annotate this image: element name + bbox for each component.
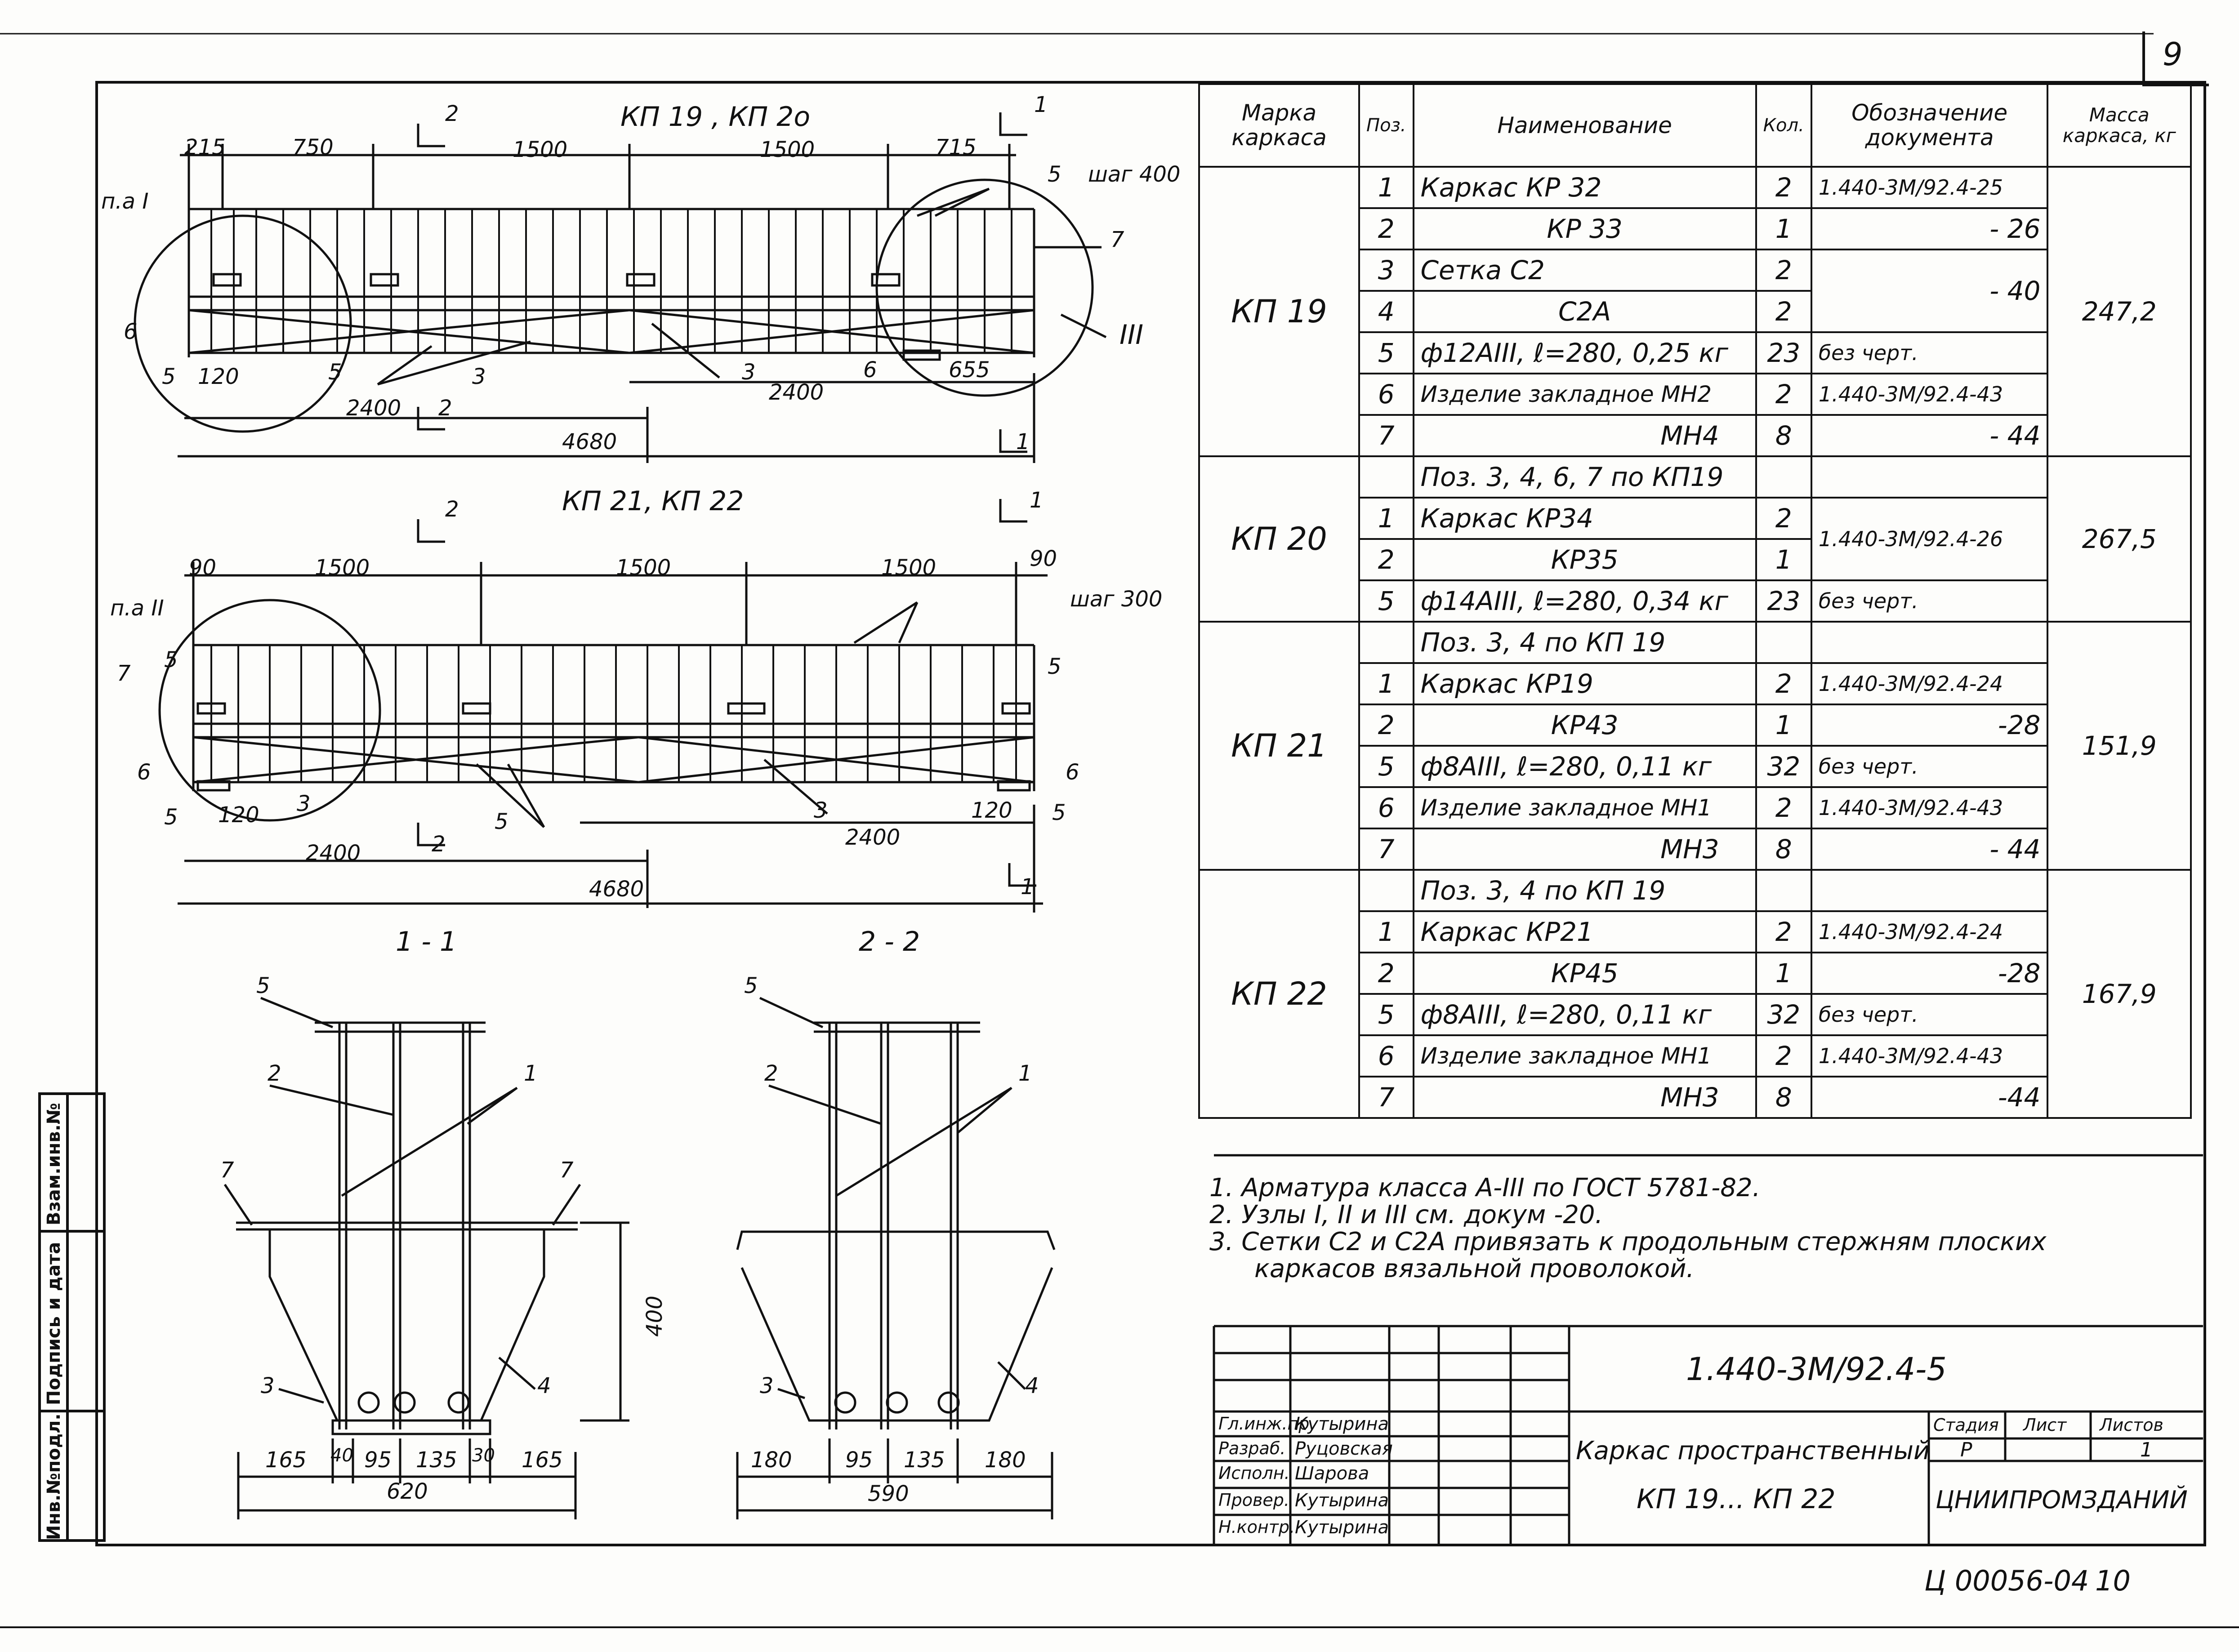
- row-name: МН4: [1414, 415, 1756, 456]
- table-row: [1199, 167, 2191, 208]
- row-name: МН3: [1414, 1077, 1756, 1118]
- s11-mark-3: 3: [261, 1373, 275, 1398]
- row-qty: 1: [1756, 539, 1811, 580]
- s11-mark-4: 4: [537, 1373, 551, 1398]
- s11-mark-1: 1: [524, 1061, 538, 1086]
- row-doc: 1.440-3М/92.4-24: [1811, 911, 2048, 953]
- row-qty: 32: [1756, 746, 1811, 787]
- note-4: каркасов вязальной проволокой.: [1254, 1254, 1695, 1283]
- top-dim-4: 1500: [760, 137, 815, 162]
- stage-value: Р: [1960, 1438, 1972, 1461]
- top-mark-7: 7: [1111, 227, 1124, 252]
- group-mass: 267,5: [2047, 456, 2191, 622]
- top-dim-2: 750: [292, 135, 334, 160]
- row-pos: 2: [1359, 208, 1414, 249]
- group-mark: КП 22: [1199, 870, 1359, 1118]
- mid-dim-1: 90: [189, 555, 217, 580]
- row-qty: 2: [1756, 663, 1811, 704]
- top-mark-3a: 3: [472, 364, 486, 389]
- row-pos: 5: [1359, 746, 1414, 787]
- middle-view-title: КП 21, КП 22: [562, 485, 744, 517]
- top-dim-b2: 2400: [769, 380, 824, 405]
- stamp-name-2: Руцовская: [1295, 1438, 1393, 1459]
- sheet-label: Лист: [2023, 1415, 2067, 1435]
- s22-mark-4: 4: [1025, 1373, 1039, 1398]
- row-qty: 1: [1756, 704, 1811, 746]
- top-node-right: III: [1120, 319, 1144, 351]
- row-qty: 2: [1756, 911, 1811, 953]
- group-mass: 151,9: [2047, 622, 2191, 870]
- row-qty: 2: [1756, 787, 1811, 828]
- row-doc: [1811, 870, 2048, 911]
- mid-dim-b2: 120: [971, 798, 1012, 823]
- row-pos: 4: [1359, 291, 1414, 332]
- row-doc: - 40: [1811, 249, 2048, 332]
- table-row: [1199, 870, 2191, 911]
- top-mark-5b: 5: [162, 364, 176, 389]
- top-dim-b3: 655: [949, 357, 990, 383]
- top-overall: 4680: [562, 429, 617, 454]
- row-doc: -28: [1811, 704, 2048, 746]
- mid-mark-5d: 5: [1048, 654, 1062, 679]
- row-name: КР43: [1414, 704, 1756, 746]
- row-pos: 7: [1359, 828, 1414, 870]
- top-mark-2b: 2: [438, 396, 452, 421]
- row-doc: - 44: [1811, 415, 2048, 456]
- top-dim-b1: 2400: [346, 396, 401, 421]
- top-dim-1: 215: [184, 135, 226, 160]
- top-view-frame: [135, 112, 1106, 463]
- row-name: КР 33: [1414, 208, 1756, 249]
- row-qty: [1756, 456, 1811, 498]
- spec-header-mark: Марка каркаса: [1199, 84, 1359, 167]
- top-mark-5: 5: [1048, 162, 1062, 187]
- s22-mark-2: 2: [764, 1061, 778, 1086]
- row-pos: 1: [1359, 167, 1414, 208]
- side-label-sign: Подпись и дата: [44, 1242, 64, 1405]
- row-name: Поз. 3, 4 по КП 19: [1414, 622, 1756, 663]
- mid-mark-3a: 3: [297, 791, 311, 816]
- row-doc: 1.440-3М/92.4-24: [1811, 663, 2048, 704]
- row-qty: 2: [1756, 167, 1811, 208]
- row-doc: [1811, 622, 2048, 663]
- row-doc: без черт.: [1811, 332, 2048, 374]
- mid-dim-5: 90: [1030, 546, 1057, 571]
- row-doc: 1.440-3М/92.4-43: [1811, 787, 2048, 828]
- mid-mark-2b: 2: [432, 832, 446, 857]
- s11-mark-7b: 7: [560, 1158, 574, 1183]
- row-pos: 7: [1359, 1077, 1414, 1118]
- title-line-2: КП 19... КП 22: [1637, 1483, 1836, 1515]
- stamp-role-4: Провер.: [1218, 1490, 1289, 1510]
- stamp-name-3: Шарова: [1295, 1463, 1369, 1484]
- stage-label: Стадия: [1933, 1415, 1999, 1435]
- row-qty: 8: [1756, 828, 1811, 870]
- top-node-label: п.а I: [101, 189, 149, 214]
- row-name: Каркас КР 32: [1414, 167, 1756, 208]
- s11-mark-2: 2: [268, 1061, 281, 1086]
- stamp-role-5: Н.контр.: [1218, 1517, 1295, 1537]
- row-pos: 2: [1359, 539, 1414, 580]
- s22-dim-4: 180: [985, 1447, 1026, 1473]
- top-dim-3: 1500: [513, 137, 568, 162]
- top-dim-5: 715: [935, 135, 977, 160]
- mid-overall: 4680: [589, 877, 644, 902]
- row-qty: 2: [1756, 249, 1811, 291]
- mid-dim-4: 1500: [881, 555, 937, 580]
- mid-mark-3b: 3: [814, 798, 828, 823]
- row-doc: без черт.: [1811, 994, 2048, 1035]
- s11-mark-5: 5: [256, 973, 270, 998]
- drawing-code: 1.440-3М/92.4-5: [1686, 1351, 1947, 1388]
- stamp-role-3: Исполн.: [1218, 1463, 1290, 1483]
- row-qty: 23: [1756, 332, 1811, 374]
- mid-step: шаг 300: [1070, 587, 1163, 612]
- mid-mark-1a: 1: [1030, 488, 1044, 513]
- s22-mark-5: 5: [744, 973, 758, 998]
- row-pos: 6: [1359, 374, 1414, 415]
- row-pos: 5: [1359, 332, 1414, 374]
- row-doc: -44: [1811, 1077, 2048, 1118]
- top-dim-b4: 120: [198, 364, 239, 389]
- stamp-role-1: Гл.инж.пр: [1218, 1414, 1310, 1434]
- stamp-name-4: Кутырина: [1295, 1490, 1389, 1511]
- s11-height: 400: [642, 1296, 667, 1337]
- row-doc: - 26: [1811, 208, 2048, 249]
- mid-dim-3: 1500: [616, 555, 671, 580]
- s22-dim-1: 180: [751, 1447, 792, 1473]
- row-name: Изделие закладное МН2: [1414, 374, 1756, 415]
- s22-mark-1: 1: [1018, 1061, 1032, 1086]
- spec-header-row: [1199, 84, 2191, 167]
- section-11-title: 1 - 1: [396, 926, 457, 957]
- top-mark-1a: 1: [1034, 92, 1048, 117]
- mid-mark-5b: 5: [164, 805, 178, 830]
- s11-dim-5: 30: [472, 1445, 495, 1466]
- s22-overall: 590: [868, 1481, 909, 1506]
- organization: ЦНИИПРОМЗДАНИЙ: [1936, 1486, 2188, 1514]
- s11-dim-2: 40: [330, 1445, 353, 1466]
- s11-dim-4: 135: [416, 1447, 457, 1473]
- row-name: Каркас КР19: [1414, 663, 1756, 704]
- row-qty: 1: [1756, 953, 1811, 994]
- table-row: [1199, 456, 2191, 498]
- mid-mark-6b: 6: [1066, 760, 1079, 785]
- row-qty: 2: [1756, 1035, 1811, 1077]
- group-mass: 247,2: [2047, 167, 2191, 456]
- row-name: С2А: [1414, 291, 1756, 332]
- spec-header-name: Наименование: [1414, 84, 1756, 167]
- mid-dim-b3: 2400: [306, 841, 361, 866]
- top-mark-3b: 3: [742, 360, 756, 385]
- side-label-replace: Взам.инв.№: [44, 1103, 64, 1225]
- row-qty: [1756, 622, 1811, 663]
- row-pos: [1359, 456, 1414, 498]
- mid-mark-5c: 5: [495, 809, 508, 834]
- section-2-2: [737, 998, 1054, 1519]
- row-doc: 1.440-3М/92.4-25: [1811, 167, 2048, 208]
- archive-sheet: 10: [2095, 1564, 2131, 1597]
- row-pos: 5: [1359, 994, 1414, 1035]
- mid-mark-1b: 1: [1021, 874, 1035, 899]
- stamp-role-2: Разраб.: [1218, 1438, 1286, 1458]
- mid-mark-7: 7: [117, 661, 131, 686]
- s11-mark-7a: 7: [220, 1158, 234, 1183]
- sheet-number: 9: [2163, 36, 2183, 73]
- specification-table: [1198, 83, 2192, 1119]
- row-pos: 7: [1359, 415, 1414, 456]
- row-qty: 2: [1756, 374, 1811, 415]
- stamp-name-1: Кутырина: [1295, 1414, 1389, 1434]
- row-qty: [1756, 870, 1811, 911]
- sheets-label: Листов: [2100, 1415, 2163, 1435]
- s22-dim-3: 135: [904, 1447, 945, 1473]
- row-qty: 32: [1756, 994, 1811, 1035]
- row-name: ф8АIII, ℓ=280, 0,11 кг: [1414, 746, 1756, 787]
- row-name: Поз. 3, 4 по КП 19: [1414, 870, 1756, 911]
- row-pos: 5: [1359, 580, 1414, 622]
- section-22-title: 2 - 2: [859, 926, 920, 957]
- row-pos: 1: [1359, 911, 1414, 953]
- spec-header-doc: Обозначение документа: [1811, 84, 2048, 167]
- row-pos: [1359, 870, 1414, 911]
- sheets-value: 1: [2140, 1438, 2153, 1461]
- row-doc: [1811, 456, 2048, 498]
- note-1: 1. Арматура класса А-III по ГОСТ 5781-82.: [1209, 1173, 1761, 1202]
- table-row: [1199, 622, 2191, 663]
- row-name: Изделие закладное МН1: [1414, 1035, 1756, 1077]
- row-doc: 1.440-3М/92.4-26: [1811, 498, 2048, 580]
- s22-mark-3: 3: [760, 1373, 774, 1398]
- section-1-1: [225, 998, 629, 1519]
- s11-dim-1: 165: [265, 1447, 307, 1473]
- row-pos: 3: [1359, 249, 1414, 291]
- group-mass: 167,9: [2047, 870, 2191, 1118]
- s22-dim-2: 95: [845, 1447, 873, 1473]
- s11-dim-3: 95: [364, 1447, 392, 1473]
- row-name: ф14АIII, ℓ=280, 0,34 кг: [1414, 580, 1756, 622]
- row-qty: 1: [1756, 208, 1811, 249]
- mid-dim-b1: 120: [218, 802, 259, 828]
- top-view-title: КП 19 , КП 2о: [620, 101, 811, 133]
- row-name: Поз. 3, 4, 6, 7 по КП19: [1414, 456, 1756, 498]
- top-step: шаг 400: [1088, 162, 1181, 187]
- top-mark-6a: 6: [124, 319, 138, 344]
- group-mark: КП 21: [1199, 622, 1359, 870]
- row-name: МН3: [1414, 828, 1756, 870]
- title-line-1: Каркас пространственный: [1576, 1436, 1930, 1465]
- mid-mark-6a: 6: [137, 760, 151, 785]
- row-name: Каркас КР21: [1414, 911, 1756, 953]
- top-mark-1b: 1: [1016, 429, 1030, 454]
- spec-header-qty: Кол.: [1756, 84, 1811, 167]
- row-pos: 6: [1359, 787, 1414, 828]
- top-mark-5c: 5: [328, 360, 342, 385]
- row-doc: без черт.: [1811, 580, 2048, 622]
- mid-mark-2a: 2: [445, 497, 459, 522]
- mid-node-label: п.а II: [110, 596, 164, 621]
- note-2: 2. Узлы I, II и III см. докум -20.: [1209, 1200, 1603, 1229]
- row-qty: 2: [1756, 498, 1811, 539]
- mid-dim-b4: 2400: [845, 825, 901, 850]
- spec-header-mass: Масса каркаса, кг: [2047, 84, 2191, 167]
- row-name: КР45: [1414, 953, 1756, 994]
- row-doc: 1.440-3М/92.4-43: [1811, 374, 2048, 415]
- mid-dim-2: 1500: [315, 555, 370, 580]
- row-qty: 8: [1756, 415, 1811, 456]
- mid-mark-5e: 5: [1052, 800, 1066, 825]
- top-mark-2a: 2: [445, 101, 459, 126]
- row-name: ф8АIII, ℓ=280, 0,11 кг: [1414, 994, 1756, 1035]
- mid-mark-5a: 5: [164, 647, 178, 672]
- side-label-inv: Инв.№подл.: [44, 1413, 64, 1540]
- s11-overall: 620: [387, 1479, 428, 1504]
- s11-dim-6: 165: [522, 1447, 563, 1473]
- row-name: ф12АIII, ℓ=280, 0,25 кг: [1414, 332, 1756, 374]
- stamp-name-5: Кутырина: [1295, 1517, 1389, 1538]
- row-pos: 1: [1359, 663, 1414, 704]
- row-name: КР35: [1414, 539, 1756, 580]
- row-pos: 6: [1359, 1035, 1414, 1077]
- archive-number: Ц 00056-04: [1924, 1564, 2089, 1597]
- row-name: Каркас КР34: [1414, 498, 1756, 539]
- row-qty: 2: [1756, 291, 1811, 332]
- note-3: 3. Сетки С2 и С2А привязать к продольным стержням плоских: [1209, 1227, 2047, 1256]
- group-mark: КП 19: [1199, 167, 1359, 456]
- top-mark-6b: 6: [863, 357, 877, 383]
- row-pos: 1: [1359, 498, 1414, 539]
- row-doc: -28: [1811, 953, 2048, 994]
- row-qty: 23: [1756, 580, 1811, 622]
- row-doc: 1.440-3М/92.4-43: [1811, 1035, 2048, 1077]
- row-pos: [1359, 622, 1414, 663]
- spec-header-pos: Поз.: [1359, 84, 1414, 167]
- row-name: Сетка С2: [1414, 249, 1756, 291]
- row-qty: 8: [1756, 1077, 1811, 1118]
- row-pos: 2: [1359, 953, 1414, 994]
- row-doc: без черт.: [1811, 746, 2048, 787]
- row-name: Изделие закладное МН1: [1414, 787, 1756, 828]
- group-mark: КП 20: [1199, 456, 1359, 622]
- row-pos: 2: [1359, 704, 1414, 746]
- row-doc: - 44: [1811, 828, 2048, 870]
